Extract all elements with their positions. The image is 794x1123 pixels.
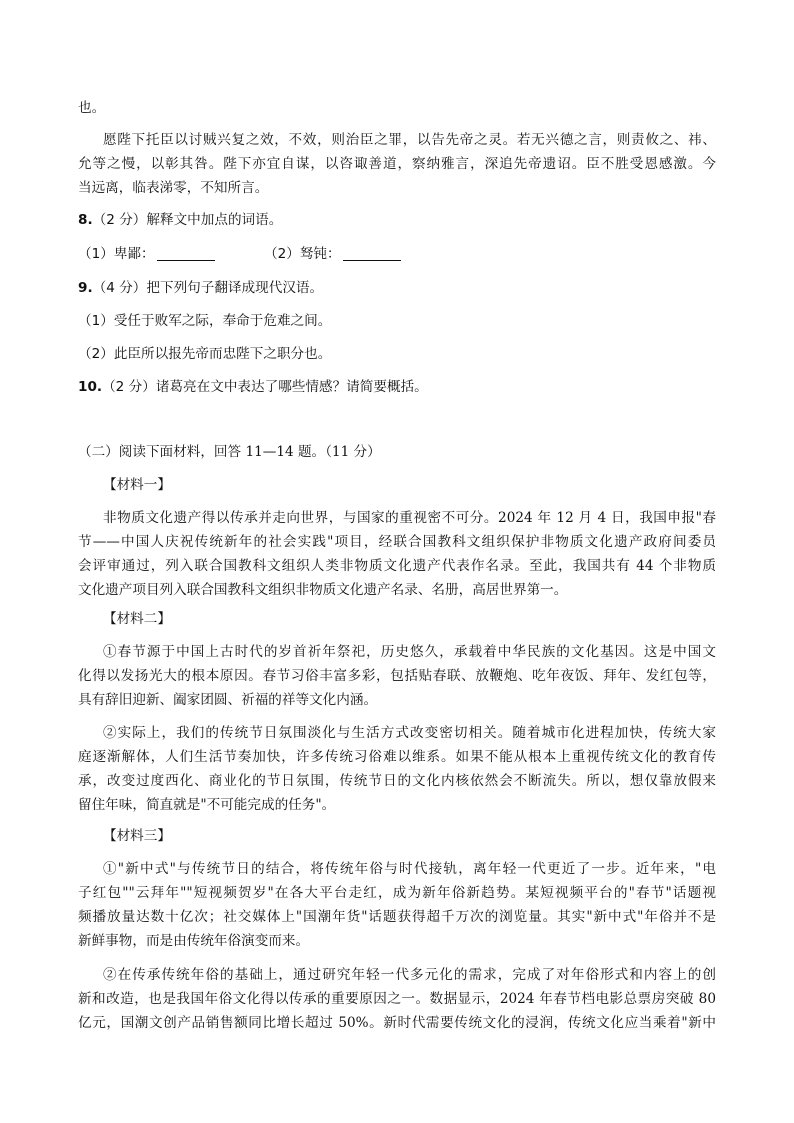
question-number: 9. (78, 280, 93, 296)
material-line: 频播放量达数十亿次；社交媒体上"国潮年货"话题获得超千万次的浏览量。其实"新中式"年俗并不是 (78, 909, 716, 925)
q9-item-1: （1）受任于败军之际，奉命于危难之间。 (78, 313, 332, 329)
section-heading: （二）阅读下面材料，回答 11—14 题。（11 分） (78, 444, 381, 460)
passage-line: 当远离，临表涕零，不知所言。 (78, 180, 269, 196)
passage-line: 允等之慢，以彰其咎。陛下亦宜自谋，以咨诹善道，察纳雅言，深追先帝遗诏。臣不胜受恩感激。今 (78, 156, 716, 172)
material-line: 会评审通过，列入联合国教科文组织人类非物质文化遗产代表作名录。至此，我国共有 44 个非物质 (78, 558, 716, 574)
material-line: 承，改变过度西化、商业化的节日氛围，传统节日的文化内核依然会不断流失。所以，想仅靠放假来 (78, 773, 716, 789)
passage-line-end: 也。 (78, 100, 106, 116)
material-line: 新和改造，也是我国年俗文化得以传承的重要原因之一。数据显示，2024 年春节档电影总票房突破 80 (78, 991, 716, 1007)
question-10 (78, 378, 428, 396)
q8-item-label: （2）驽钝： (264, 246, 341, 262)
q8-item-1 (78, 245, 215, 263)
material-line: 具有辞旧迎新、阖家团圆、祈福的祥等文化内涵。 (78, 692, 378, 708)
question-score: （2 分） (102, 379, 156, 395)
q9-item-2: （2）此臣所以报先帝而忠陛下之职分也。 (78, 346, 332, 362)
q8-item-2 (264, 245, 401, 263)
question-9 (78, 279, 323, 297)
material-line: 节——中国人庆祝传统新年的社会实践"项目，经联合国教科文组织保护非物质文化遗产政府间委员 (78, 534, 716, 550)
material-line: ②在传承传统年俗的基础上，通过研究年轻一代多元化的需求，完成了对年俗形式和内容上的创 (103, 967, 716, 983)
material-title: 【材料二】 (103, 611, 171, 627)
question-number: 8. (78, 212, 93, 228)
question-text: 解释文中加点的词语。 (146, 212, 283, 228)
answer-blank[interactable] (343, 246, 401, 261)
material-line: ①春节源于中国上古时代的岁首祈年祭祀，历史悠久，承载着中华民族的文化基因。这是中国文 (103, 644, 716, 660)
material-line: 新鲜事物，而是由传统年俗演变而来。 (78, 933, 310, 949)
q8-item-label: （1）卑鄙： (78, 246, 155, 262)
material-line: 非物质文化遗产得以传承并走向世界，与国家的重视密不可分。2024 年 12 月 4 日，我国申报"春 (103, 510, 716, 526)
question-text: 诸葛亮在文中表达了哪些情感？请简要概括。 (155, 379, 428, 395)
question-8 (78, 211, 282, 229)
material-line: ①"新中式"与传统节日的结合，将传统年俗与时代接轨，离年轻一代更近了一步。近年来，"电 (103, 861, 716, 877)
question-score: （2 分） (92, 212, 147, 228)
material-line: 亿元，国潮文创产品销售额同比增长超过 50%。新时代需要传统文化的浸润，传统文化应当乘着"新中 (78, 1015, 716, 1031)
material-title: 【材料三】 (103, 828, 171, 844)
material-line: 庭逐渐解体，人们生活节奏加快，许多传统习俗难以维系。如果不能从根本上重视传统文化的教育传 (78, 749, 716, 765)
answer-blank[interactable] (157, 246, 215, 261)
material-line: 子红包""云拜年""短视频贺岁"在各大平台走红，成为新年俗新趋势。某短视频平台的"春节"话题视 (78, 885, 716, 901)
material-line: ②实际上，我们的传统节日氛围淡化与生活方式改变密切相关。随着城市化进程加快，传统大家 (103, 725, 716, 741)
question-score: （4 分） (92, 280, 147, 296)
passage-line: 愿陛下托臣以讨贼兴复之效，不效，则治臣之罪，以告先帝之灵。若无兴德之言，则责攸之、祎、 (103, 132, 716, 148)
question-text: 把下列句子翻译成现代汉语。 (146, 280, 324, 296)
material-line: 留住年味，简直就是"不可能完成的任务"。 (78, 797, 336, 813)
question-number: 10. (78, 379, 103, 395)
material-title: 【材料一】 (103, 477, 171, 493)
material-line: 化得以发扬光大的根本原因。春节习俗丰富多彩，包括贴春联、放鞭炮、吃年夜饭、拜年、发红包等， (78, 668, 716, 684)
material-line: 文化遗产项目列入联合国教科文组织非物质文化遗产名录、名册，高居世界第一。 (78, 582, 568, 598)
